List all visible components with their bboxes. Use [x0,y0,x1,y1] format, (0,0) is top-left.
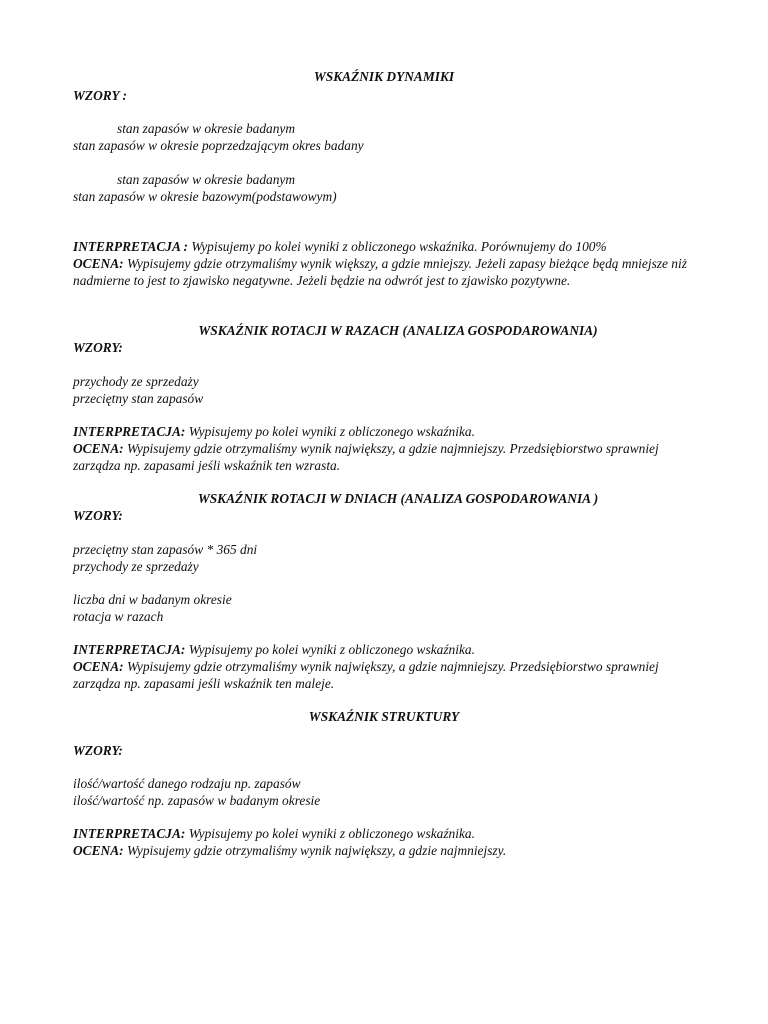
interpretation-label: INTERPRETACJA: [73,424,186,439]
formula-denominator: ilość/wartość np. zapasów w badanym okresie [73,793,321,808]
ocena-text: Wypisujemy gdzie otrzymaliśmy wynik największy, a gdzie najmniejszy. [123,843,507,858]
interpretation-line [73,825,475,842]
ocena-text: Wypisujemy gdzie otrzymaliśmy wynik największy, a gdzie najmniejszy. Przedsiębiorstwo sprawniej zarządza np. zapasami jeśli wskaźnik ten wzrasta. [73,441,659,473]
interpretation-text: Wypisujemy po kolei wyniki z obliczonego wskaźnika. [185,424,475,439]
ocena-paragraph [73,255,698,289]
interpretation-line [73,423,475,440]
formula-denominator: przychody ze sprzedaży [73,559,199,574]
interpretation-text: Wypisujemy po kolei wyniki z obliczonego wskaźnika. [185,826,475,841]
ocena-paragraph [73,440,698,474]
formula-denominator: stan zapasów w okresie bazowym(podstawowym) [73,189,337,204]
wzory-label: WZORY: [73,508,123,523]
ocena-paragraph [73,658,698,692]
formula-numerator: przeciętny stan zapasów * 365 dni [73,542,258,557]
formula-numerator: liczba dni w badanym okresie [73,592,232,607]
wzory-label: WZORY: [73,340,123,355]
interpretation-line [73,641,475,658]
interpretation-label: INTERPRETACJA : [73,239,188,254]
formula-denominator: stan zapasów w okresie poprzedzającym okres badany [73,138,364,153]
ocena-text: Wypisujemy gdzie otrzymaliśmy wynik największy, a gdzie najmniejszy. Przedsiębiorstwo sprawniej zarządza np. zapasami jeśli wskaźnik ten maleje. [73,659,659,691]
ocena-label: OCENA: [73,659,124,674]
ocena-label: OCENA: [73,256,124,271]
ocena-label: OCENA: [73,441,124,456]
formula-numerator: ilość/wartość danego rodzaju np. zapasów [73,776,301,791]
interpretation-text: Wypisujemy po kolei wyniki z obliczonego wskaźnika. [185,642,475,657]
ocena-label: OCENA: [73,843,124,858]
formula-denominator: przeciętny stan zapasów [73,391,204,406]
ocena-text: Wypisujemy gdzie otrzymaliśmy wynik większy, a gdzie mniejszy. Jeżeli zapasy bieżące będą mniejsze niż nadmierne to jest to zjawisko negatywne. Jeżeli będzie na odwrót jest to zjawisko pozytywne. [73,256,687,288]
interpretation-label: INTERPRETACJA: [73,826,186,841]
section-title-rotacja-dni: WSKAŹNIK ROTACJI W DNIACH (ANALIZA GOSPODAROWANIA ) [197,491,599,506]
interpretation-text: Wypisujemy po kolei wyniki z obliczonego wskaźnika. Porównujemy do 100% [187,239,607,254]
wzory-label: WZORY: [73,743,123,758]
formula-numerator: przychody ze sprzedaży [73,374,199,389]
ocena-line [73,842,506,859]
wzory-label: WZORY : [73,88,127,103]
interpretation-label: INTERPRETACJA: [73,642,186,657]
formula-denominator: rotacja w razach [73,609,164,624]
interpretation-line [73,238,607,255]
formula-numerator: stan zapasów w okresie badanym [117,121,296,136]
section-title-struktura: WSKAŹNIK STRUKTURY [308,709,460,724]
section-title-dynamika: WSKAŹNIK DYNAMIKI [313,69,455,84]
formula-numerator: stan zapasów w okresie badanym [117,172,296,187]
section-title-rotacja-razy: WSKAŹNIK ROTACJI W RAZACH (ANALIZA GOSPODAROWANIA) [198,323,598,338]
